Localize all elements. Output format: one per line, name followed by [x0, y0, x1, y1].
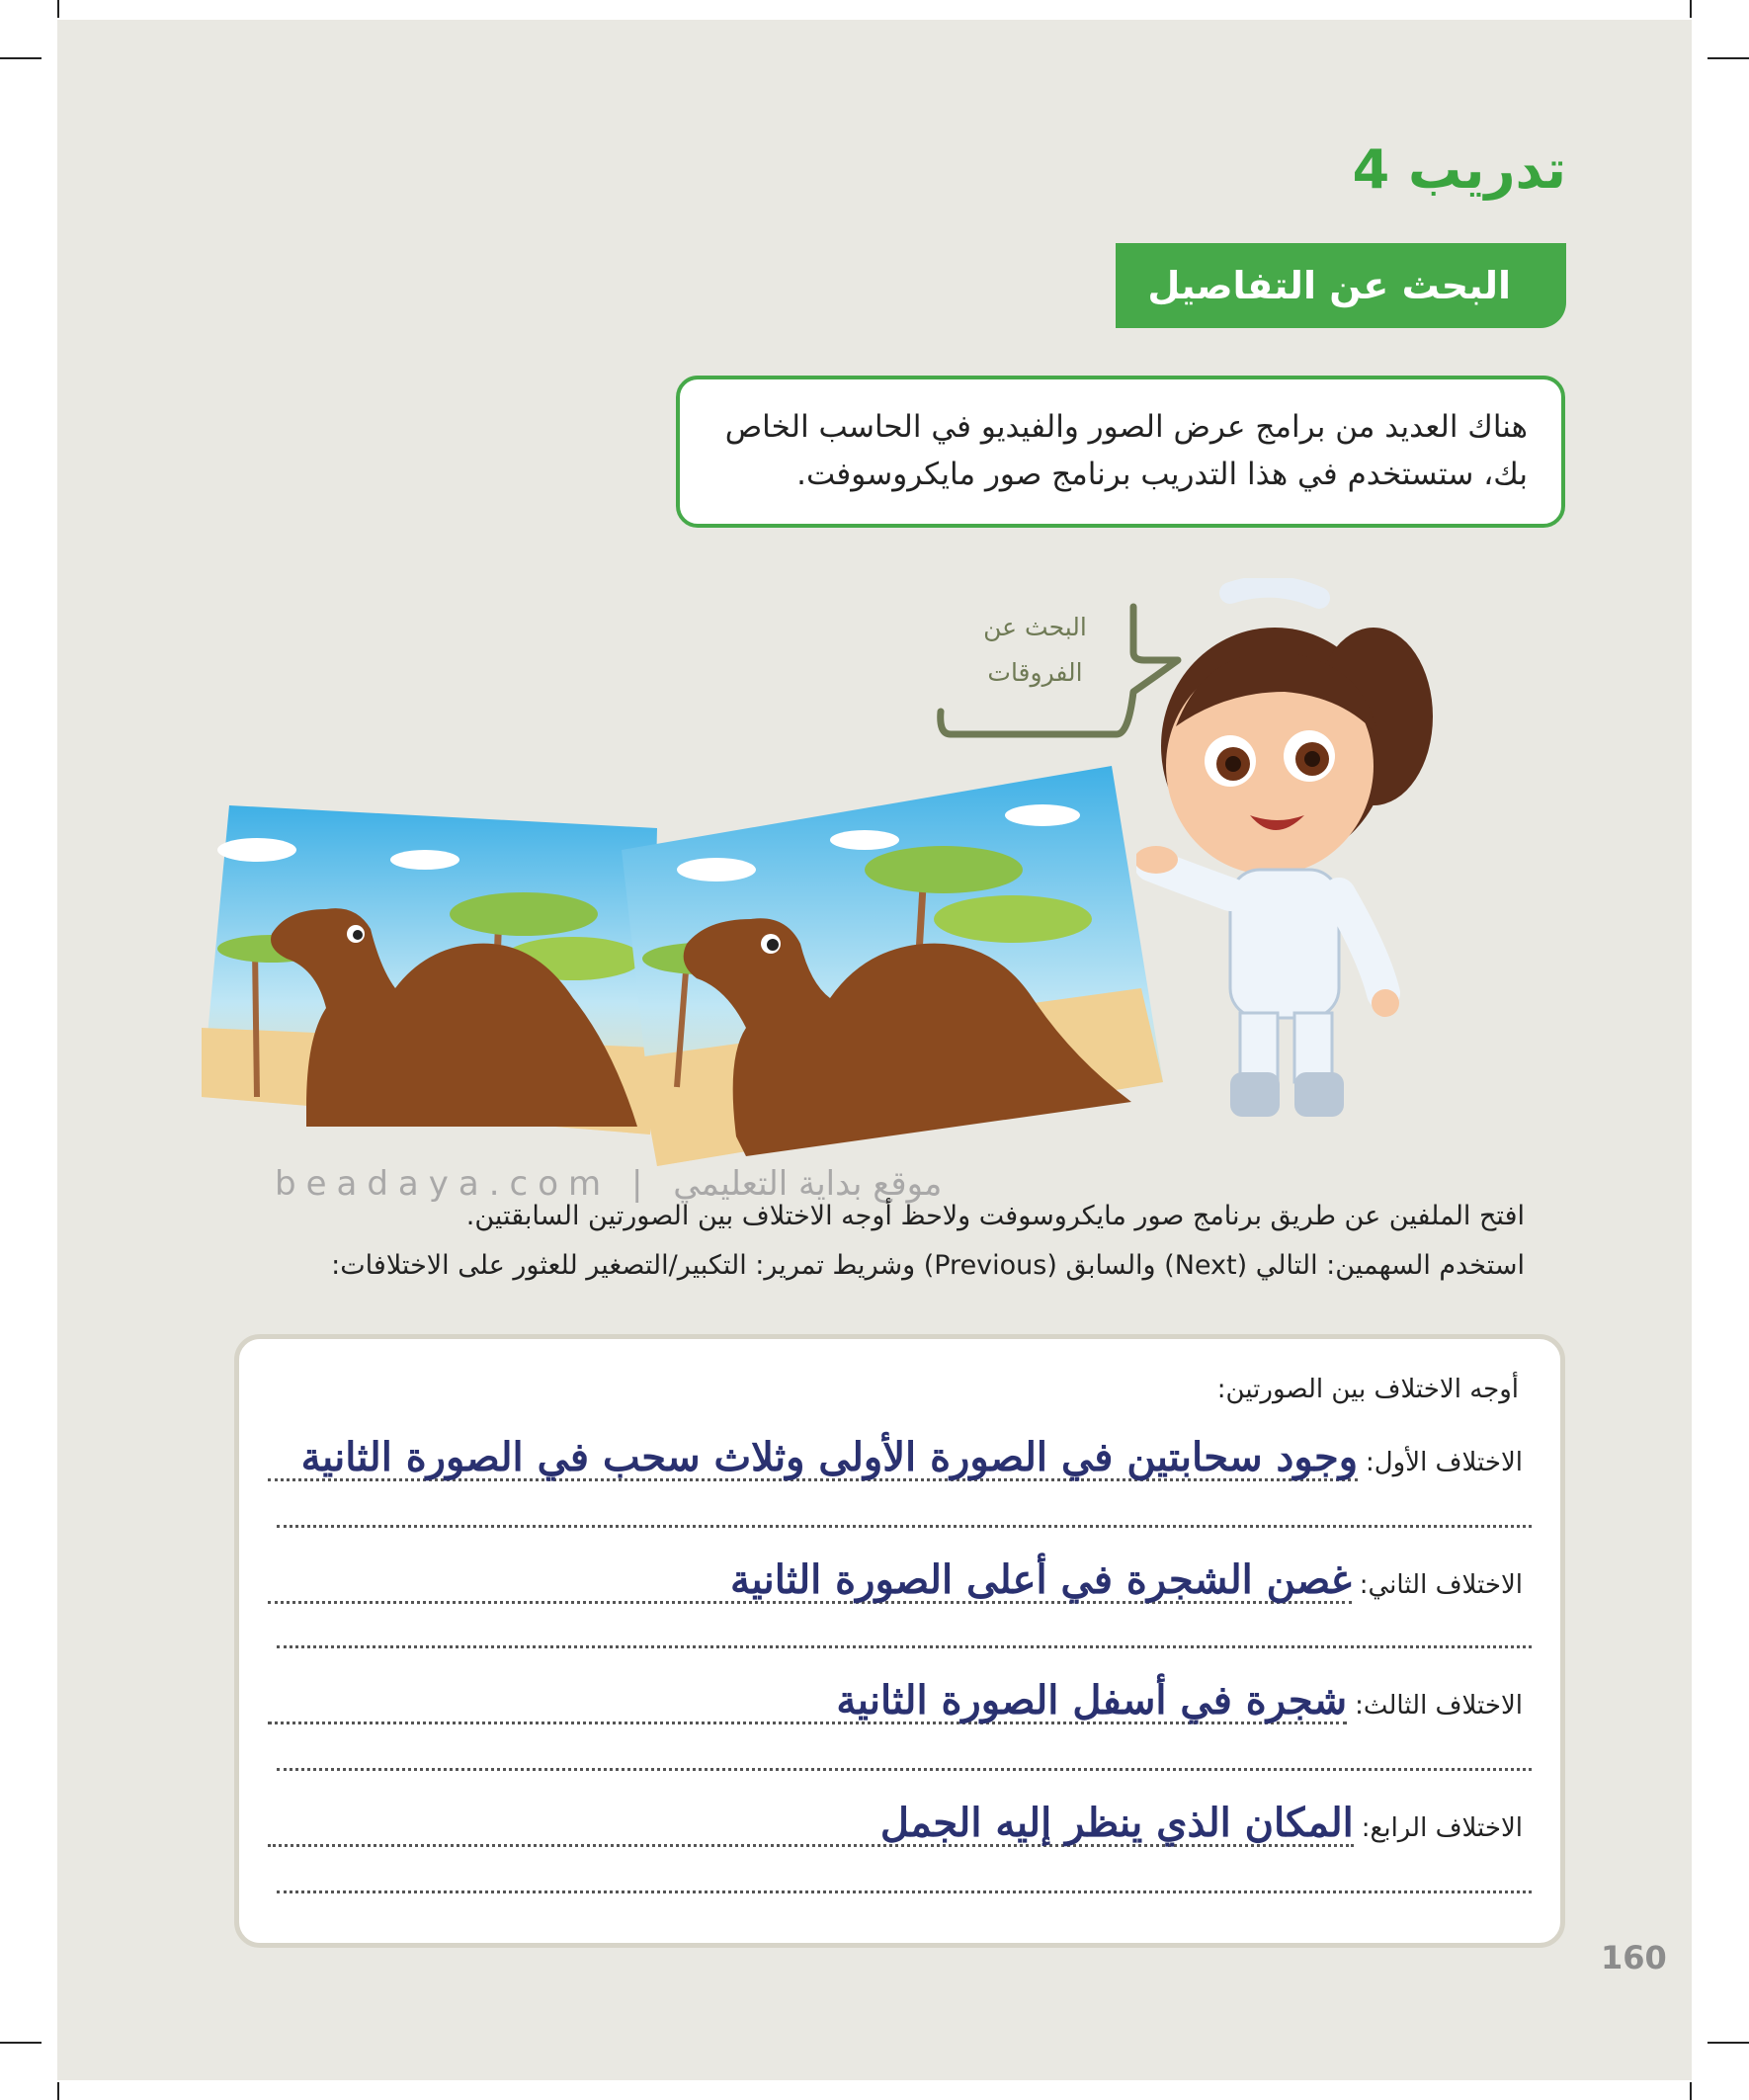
page-number: 160: [1601, 1939, 1667, 1976]
answer-line-extra[interactable]: [277, 1525, 1532, 1528]
instruction-line-2: استخدم السهمين: التالي (Next) والسابق (Previous) وشريط تمرير: التكبير/التصغير للعثور على الاختلافات:: [331, 1250, 1525, 1281]
instruction-line-1: افتح الملفين عن طريق برنامج صور مايكروسوفت ولاحظ أوجه الاختلاف بين الصورتين السابقتين.: [465, 1201, 1525, 1231]
answers-box: [234, 1334, 1565, 1948]
answer-line[interactable]: [268, 1557, 1352, 1604]
camel-picture-2: [618, 761, 1166, 1171]
difference-answer: غصن الشجرة في أعلى الصورة الثانية: [730, 1556, 1352, 1603]
section-tag: البحث عن التفاصيل: [1116, 243, 1566, 328]
difference-label: الاختلاف الرابع:: [1361, 1813, 1523, 1843]
difference-answer: شجرة في أسفل الصورة الثانية: [836, 1677, 1348, 1723]
bubble-line-1: البحث عن: [983, 613, 1087, 641]
girl-character: [1136, 578, 1502, 1132]
answers-heading: أوجه الاختلاف بين الصورتين:: [1216, 1375, 1519, 1404]
bubble-text: [973, 605, 1097, 696]
difference-label: الاختلاف الثاني:: [1359, 1570, 1523, 1600]
answer-line[interactable]: [268, 1678, 1347, 1724]
difference-label: الاختلاف الثالث:: [1355, 1691, 1523, 1721]
intro-text: هناك العديد من برامج عرض الصور والفيديو في الحاسب الخاص بك، ستستخدم في هذا التدريب برنامج صور مايكروسوفت.: [724, 409, 1528, 492]
difference-row-3: [268, 1677, 1523, 1724]
difference-row-1: [268, 1434, 1523, 1481]
camel-picture-1: [198, 800, 662, 1136]
answer-line[interactable]: [268, 1435, 1358, 1481]
difference-label: الاختلاف الأول:: [1366, 1448, 1523, 1477]
watermark: beadaya.com | موقع بداية التعليمي: [275, 1164, 943, 1204]
difference-row-4: [268, 1800, 1523, 1847]
answer-line[interactable]: [268, 1801, 1354, 1847]
intro-box: [676, 376, 1565, 528]
exercise-title: تدريب 4: [1352, 138, 1566, 201]
difference-answer: وجود سحابتين في الصورة الأولى وثلاث سحب في الصورة الثانية: [300, 1434, 1359, 1480]
answer-line-extra[interactable]: [277, 1890, 1532, 1893]
bubble-line-2: الفروقات: [987, 658, 1083, 687]
answer-line-extra[interactable]: [277, 1768, 1532, 1771]
difference-row-2: [268, 1556, 1523, 1604]
answer-line-extra[interactable]: [277, 1645, 1532, 1648]
difference-answer: المكان الذي ينظر إليه الجمل: [879, 1800, 1354, 1846]
